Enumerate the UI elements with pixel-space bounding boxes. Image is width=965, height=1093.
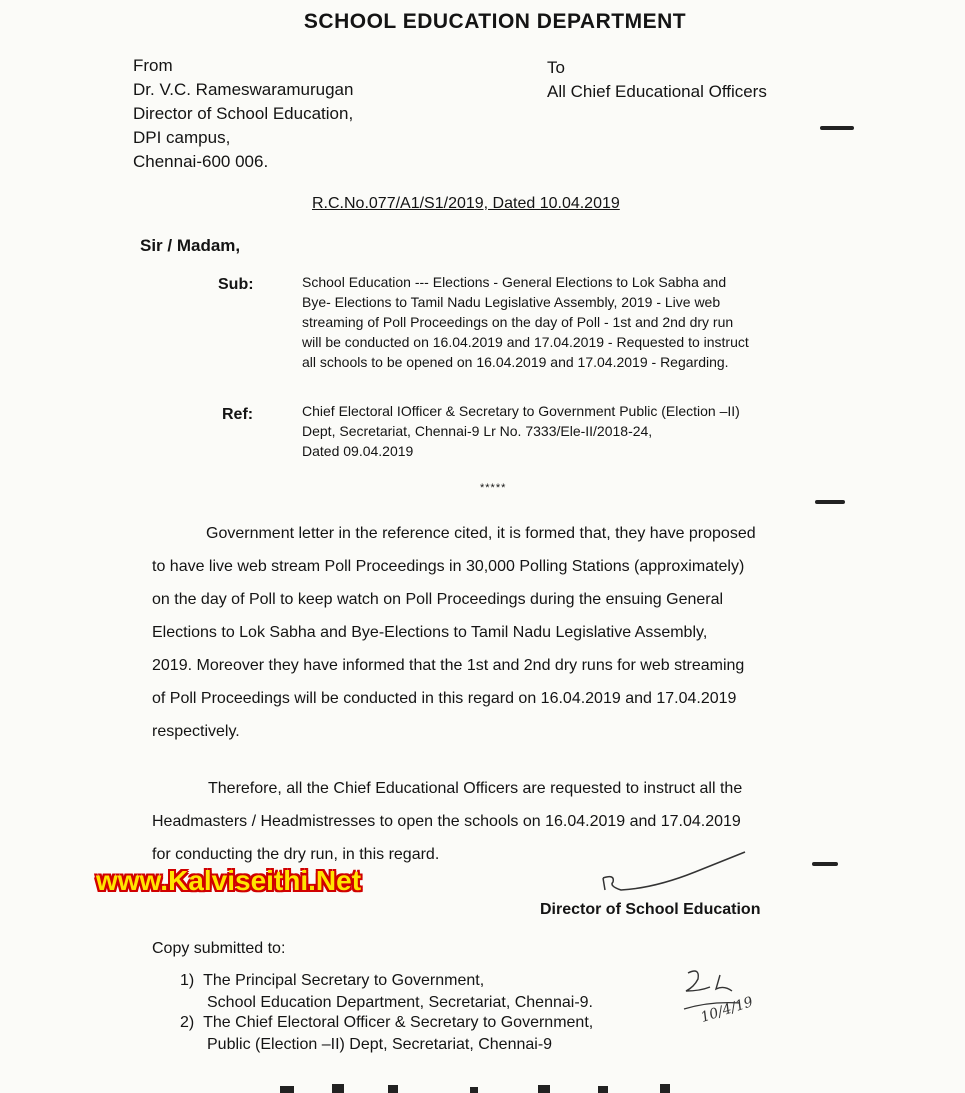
paragraph-line: respectively. xyxy=(152,723,240,740)
copy-item-line: School Education Department, Secretariat, Chennai-9. xyxy=(207,994,593,1011)
cutoff-text-marks xyxy=(280,1082,700,1093)
from-line: Dr. V.C. Rameswaramurugan xyxy=(133,80,354,99)
paragraph-line: Government letter in the reference cited, it is formed that, they have proposed xyxy=(206,525,756,542)
watermark-text: www.Kalviseithi.Net xyxy=(96,865,362,896)
from-line: Director of School Education, xyxy=(133,104,354,123)
paragraph-line: Headmasters / Headmistresses to open the schools on 16.04.2019 and 17.04.2019 xyxy=(152,813,741,830)
subject-line: will be conducted on 16.04.2019 and 17.04.2019 - Requested to instruct xyxy=(302,334,749,350)
reference-label: Ref: xyxy=(222,406,254,423)
department-header: SCHOOL EDUCATION DEPARTMENT xyxy=(303,10,687,33)
copy-item-line: The Chief Electoral Officer & Secretary to Government, xyxy=(203,1014,594,1031)
copy-item-number: 1) xyxy=(180,972,195,989)
scan-mark xyxy=(820,126,854,130)
signature-scribble xyxy=(595,840,765,900)
paragraph-line: of Poll Proceedings will be conducted in this regard on 16.04.2019 and 17.04.2019 xyxy=(152,690,737,707)
paragraph-line: 2019. Moreover they have informed that the 1st and 2nd dry runs for web streaming xyxy=(152,657,745,674)
to-block xyxy=(547,56,767,104)
subject-label: Sub: xyxy=(218,276,254,293)
reference-line: Dated 09.04.2019 xyxy=(302,443,414,459)
copy-item xyxy=(180,970,593,1014)
from-block xyxy=(133,54,353,174)
paragraph-line: to have live web stream Poll Proceedings in 30,000 Polling Stations (approximately) xyxy=(152,558,745,575)
from-label: From xyxy=(133,56,173,75)
salutation: Sir / Madam, xyxy=(140,236,241,255)
signatory-title: Director of School Education xyxy=(540,901,761,918)
section-separator: ***** xyxy=(480,482,507,494)
reference-line: Chief Electoral IOfficer & Secretary to Government Public (Election –II) xyxy=(302,403,740,419)
scan-mark xyxy=(815,500,845,504)
body-paragraph-1 xyxy=(152,517,756,748)
paragraph-line: on the day of Poll to keep watch on Poll Proceedings during the ensuing General xyxy=(152,591,724,608)
reference-line: Dept, Secretariat, Chennai-9 Lr No. 7333/Ele-II/2018-24, xyxy=(302,423,653,439)
from-line: DPI campus, xyxy=(133,128,231,147)
copy-item-line: The Principal Secretary to Government, xyxy=(203,972,485,989)
copy-item xyxy=(180,1012,593,1056)
reference-number: R.C.No.077/A1/S1/2019, Dated 10.04.2019 xyxy=(312,195,620,212)
paragraph-line: Therefore, all the Chief Educational Officers are requested to instruct all the xyxy=(208,780,743,797)
from-line: Chennai-600 006. xyxy=(133,152,269,171)
copy-item-line: Public (Election –II) Dept, Secretariat, Chennai-9 xyxy=(207,1036,553,1053)
to-line: All Chief Educational Officers xyxy=(547,82,767,101)
reference-text xyxy=(302,401,740,461)
copy-heading: Copy submitted to: xyxy=(152,940,286,957)
subject-line: all schools to be opened on 16.04.2019 and 17.04.2019 - Regarding. xyxy=(302,354,729,370)
paragraph-line: for conducting the dry run, in this regard. xyxy=(152,846,440,863)
subject-line: streaming of Poll Proceedings on the day of Poll - 1st and 2nd dry run xyxy=(302,314,734,330)
paragraph-line: Elections to Lok Sabha and Bye-Elections to Tamil Nadu Legislative Assembly, xyxy=(152,624,708,641)
subject-text xyxy=(302,272,749,372)
subject-line: School Education --- Elections - General Elections to Lok Sabha and xyxy=(302,274,727,290)
to-label: To xyxy=(547,58,565,77)
scan-mark xyxy=(812,862,838,866)
handwritten-date: 10/4/19 xyxy=(698,994,756,1026)
subject-line: Bye- Elections to Tamil Nadu Legislative Assembly, 2019 - Live web xyxy=(302,294,721,310)
copy-item-number: 2) xyxy=(180,1014,195,1031)
